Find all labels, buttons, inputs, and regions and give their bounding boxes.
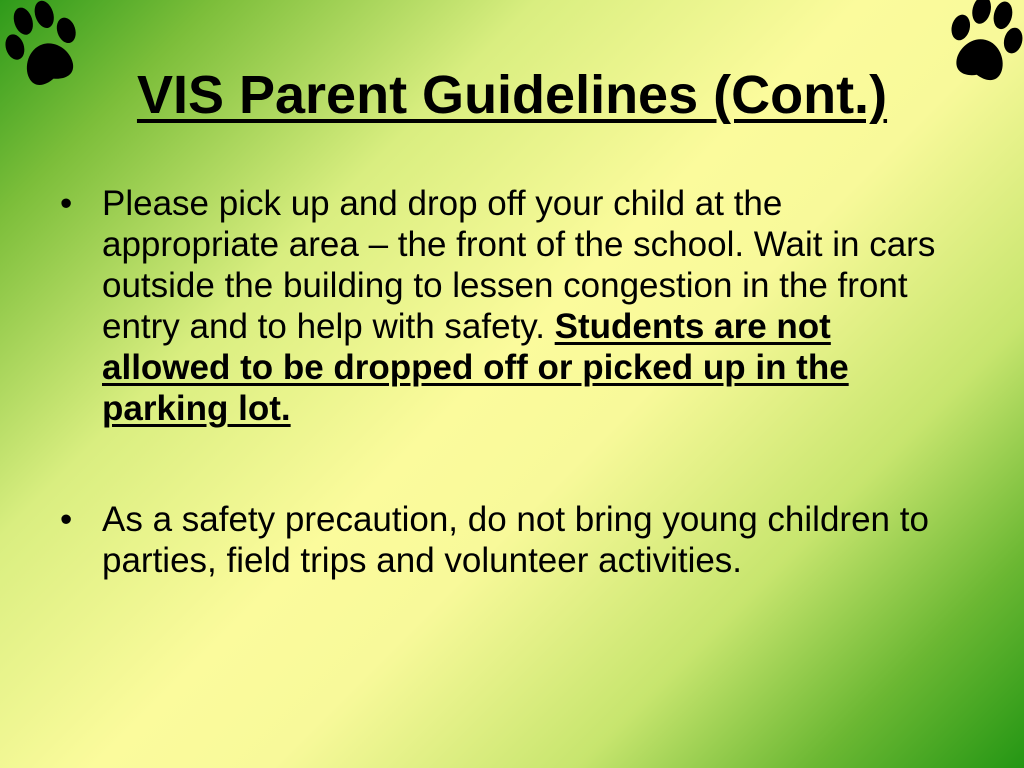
bullet-emphasis-text: Students are not allowed to be dropped off or picked up in the parking lot. <box>102 307 849 428</box>
bullet-marker: • <box>60 184 73 223</box>
bullet-list <box>60 183 950 581</box>
bullet-item <box>60 183 950 429</box>
bullet-text: As a safety precaution, do not bring young children to parties, field trips and volunteer activities. <box>102 500 929 580</box>
bullet-text: Please pick up and drop off your child at the appropriate area – the front of the school. Wait in cars outside the building to lessen congestion in the front entry and to help with safety. <box>102 184 936 346</box>
bullet-item <box>60 499 950 581</box>
bullet-marker: • <box>60 500 73 539</box>
slide-title: VIS Parent Guidelines (Cont.) <box>136 65 888 125</box>
